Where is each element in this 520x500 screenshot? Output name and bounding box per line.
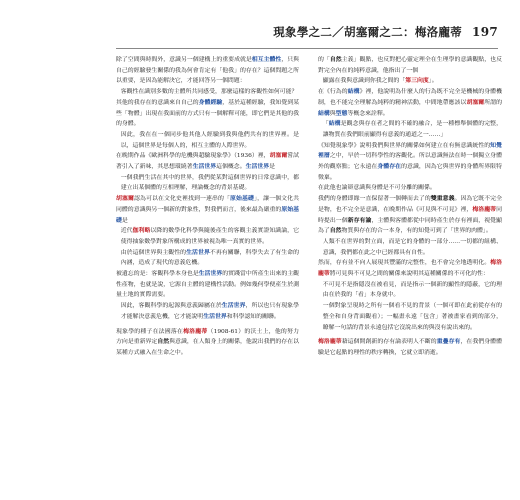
header-rule xyxy=(116,48,498,49)
left-column-paragraph: 現象學的種子在法國落在梅洛龐蒂（1908-61）的沃土上，他的努力方向是重新界定自然與意識，在人類身上的關係，他說出我們的存在以某種方式融入在生命之中。 xyxy=(116,327,300,356)
left-column-paragraph: 由於這個世界與主觀性的生活世界不再有關聯，科學失去了有生命的內涵，造成了現代的意義危機。 xyxy=(120,248,300,267)
page-number: 197 xyxy=(472,25,498,39)
left-column-paragraph: 在晚期作品《歐洲科學的危機與超驗現象學》（1936）裡，胡塞爾嘗試著引入了新味，其思想環繞著生活世界這個概念。生活世界是 xyxy=(116,152,300,171)
left-column-paragraph: 胡塞爾認為可以在文化史裡找到一連串的「原始基礎」，讓一個文化共同體的意識與另一個新的對象性，對我們而言，後來最為嚴重的原始基礎是 xyxy=(116,195,300,224)
left-column-paragraph: 除了空間與時間外，意識另一個建構上的重要成就是相互主體性，只與自己的經驗發生關係的我為何會肯定有「他我」的存在？這個問題之所以重要，是因為能解決它，才能回答另一個問題： xyxy=(116,56,300,85)
right-column-paragraph: 人類不在世界的對立面，而是它的身體的一部分……一切都的組構、意識，我們都在此之中已經都具有自性。 xyxy=(322,238,502,256)
left-column-paragraph: 一個我們生活在其中的世界，我們從某對這個世界的日常意識中，都建立出某個體的互相理解，理論概念的背景基礎。 xyxy=(120,174,299,192)
right-column-paragraph: 梅洛龐蒂藉這個開創新的存有論表明人不斷的重疊存有，在我們身體體驗是它起點的理性的秩序轉換，它就立即消逝。 xyxy=(318,338,503,356)
right-column-paragraph: 然而，存有並不向人展現其豐滿的完整性，也不會完全地透明化。梅洛龐蒂將可見與不可見之間的關係來說明其這種關係的不可化約性： xyxy=(318,259,502,278)
right-column-paragraph: 顯露在我與意識到你我之間的「第三向度」。 xyxy=(322,77,438,85)
right-column-paragraph: 我們的身體即緣一直保留著一個轉而去了的雙重意義。因為它既不完全是物，也不完全是意識，在晚期作品《可見與不可見》裡，梅洛龐蒂同時提出一個新存有論，主體與客體都從中同時產生於存有裡面，視覺顯為了自然物質與存在的合一本身，有的知覺可到了「世界的肉體」。 xyxy=(318,195,503,235)
right-column-paragraph: 一個對象呈現時之所有一個看不見的背景（一個可即在此前從存有的整全和自身背面觀看）；一幅畫永遠「包含」著被畫家看到的部分，瞭解一句話的背景永遠包括它沒說出來的與沒有說出來的。 xyxy=(322,303,502,331)
right-column-paragraph: 的「自然主義」觀點，也反對把心靈定理全在生理學的意識觀點，也反對完全內在的純粹意識，他指出了一個 xyxy=(318,56,503,74)
left-column-paragraph: 其他的我存在的意識來自自己的身體經驗，基於這種經驗，我知覺到某些「物體」出現在我面前的方式只有一個解釋可能，即它們是其他的我的身體。 xyxy=(116,98,300,128)
left-column-paragraph: 被遺忘的是：客觀科學本身也是生活世界的實踐當中所產生出來的主觀性產物，也就是說，它源自主體的建構性活動。例如幾何學便產生於測量土地的實際需要。 xyxy=(116,270,300,299)
right-column-paragraph: 「結構是觀念與存在者之間的不確的融合，是一種標舉個體的完整，讓物質在我們眼前顯得有意義的通道之一……」 xyxy=(322,120,503,138)
left-column-paragraph: 因此，客觀科學的起源與意義歸屬在於生活世界，所以也只有現象學才能解決意義危機，它才能說明生活世界和科學認知的關聯。 xyxy=(120,302,300,320)
left-column-paragraph: 客觀性在識別多數的主體所共同感受，那麼這樣的客觀性如何可能？ xyxy=(120,89,298,96)
right-column-paragraph: 不可見不是指隱沒在被看見，而是指示一個新的顯性的隱蔽，它的理由在於我的「看」本身就中。 xyxy=(322,281,502,299)
left-column xyxy=(116,55,299,359)
running-header xyxy=(273,24,498,40)
right-column-paragraph: 在《行為的結構》裡，他說明為什麼人的行為既不完全是機械的身體機制，也不能完全理解為純粹的精神活動，中間地帶應該以胡塞爾所謂的結構與型態等概念來詮釋。 xyxy=(318,88,503,117)
right-column-paragraph: 《知覺現象學》說明我們與世界的關係如何建立在有無意識統性的知覺裡層之中，早於一切科學性的客觀化。所以意識無法在時一個獨立身體外的觀察點；它永遠在身體存在的意識，因為它與世界的身體所界限特徵稟。 xyxy=(318,141,503,181)
left-column-paragraph: 因此，我在在一個同步他其他人經驗到我與他們共有的世界裡。是以，這個世界是每個人的，相互主體的人際世界。 xyxy=(120,131,299,149)
running-header-title: 現象學之二／胡塞爾之二：梅洛龐蒂 xyxy=(273,25,463,39)
right-column xyxy=(318,55,502,359)
left-column-paragraph: 近代伽利略以降的數學化科學與隨後產生的客觀主義實證知識論，它使得抽象數學對象所構成的世界被視為唯一真實的世界。 xyxy=(120,227,300,245)
right-column-paragraph: 在此他也論辯意識與身體是不可分離的關係。 xyxy=(318,185,436,192)
